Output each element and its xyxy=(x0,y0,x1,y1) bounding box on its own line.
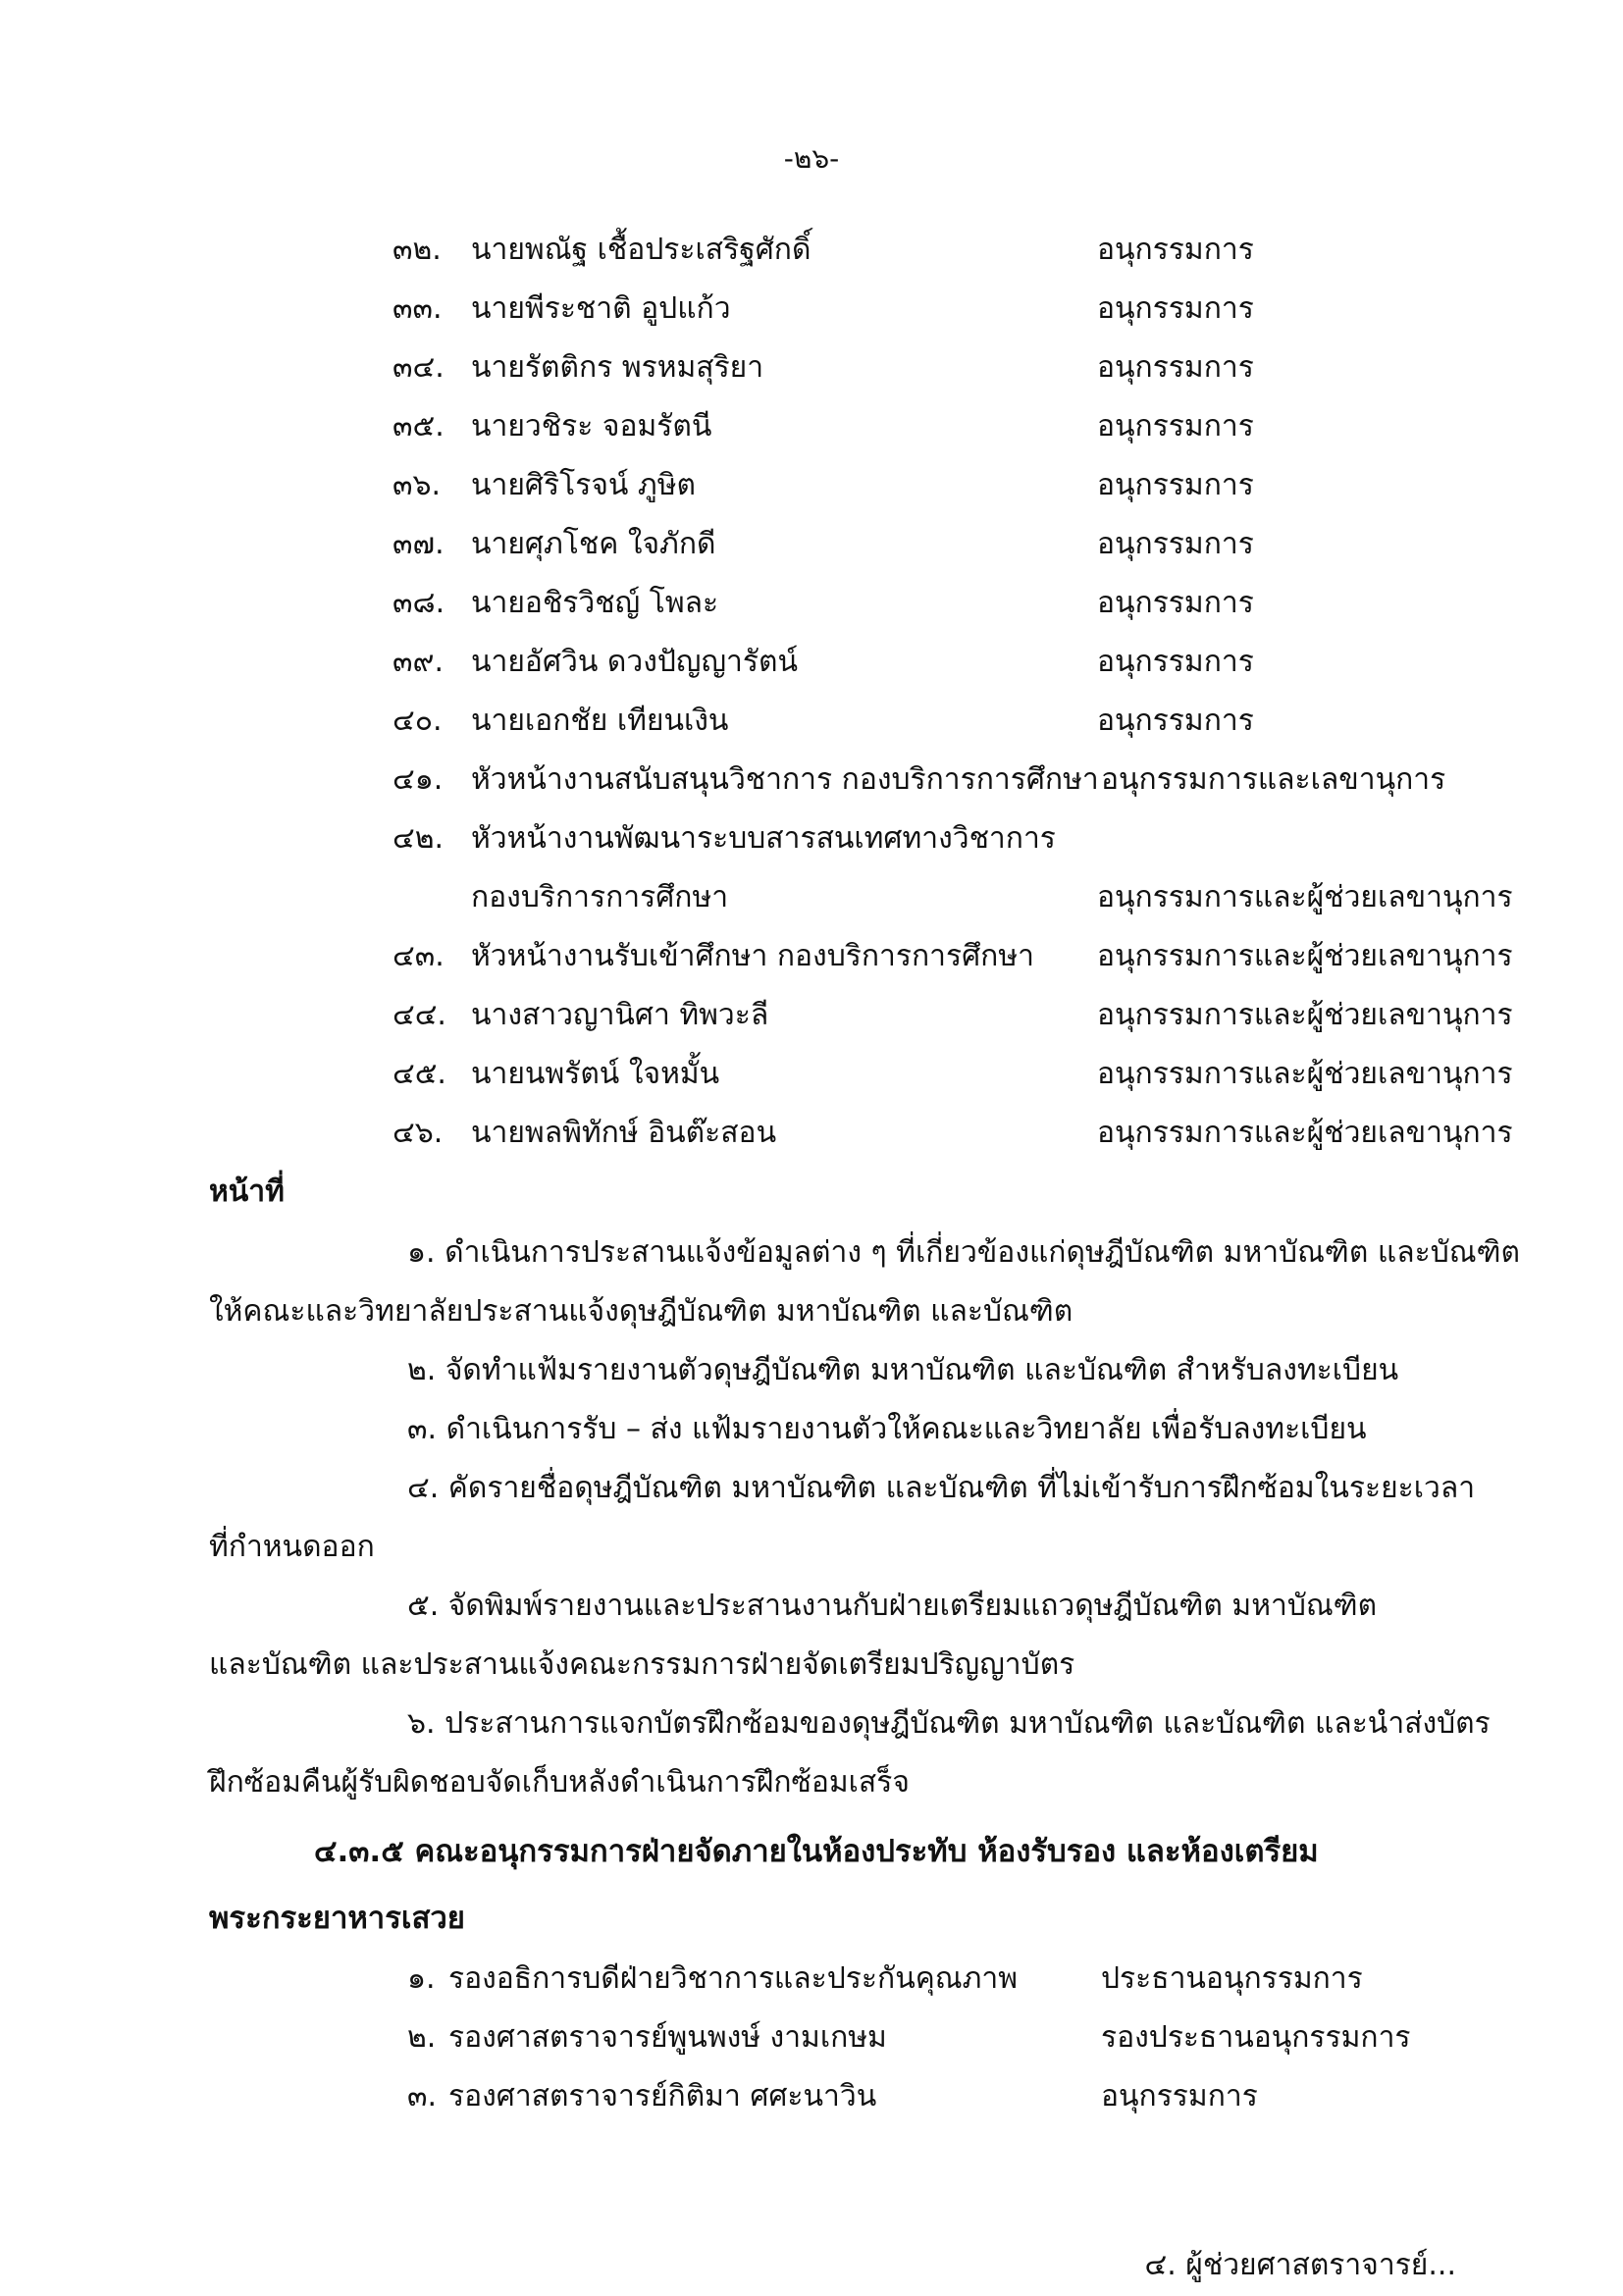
member-row: ๓๙. นายอัศวิน ดวงปัญญารัตน์ xyxy=(393,645,798,679)
duties-heading: หน้าที่ xyxy=(209,1174,285,1209)
member-row: ๔๒. หัวหน้างานพัฒนาระบบสารสนเทศทางวิชาการ xyxy=(393,821,1056,856)
member-row: ๔๐. นายเอกชัย เทียนเงิน xyxy=(393,704,729,738)
member-row: ๓๘. นายอชิรวิชญ์ โพละ xyxy=(393,586,719,620)
member-row: ๓๔. นายรัตติกร พรหมสุริยา xyxy=(393,350,764,385)
member-row-continuation: กองบริการการศึกษา xyxy=(471,880,729,914)
member-row: ๒. รองศาสตราจารย์พูนพงษ์ งามเกษม xyxy=(407,2020,887,2055)
member-role: อนุกรรมการ xyxy=(1097,586,1254,620)
section-title: ๔.๓.๕ คณะอนุกรรมการฝ่ายจัดภายในห้องประทับ ห้องรับรอง และห้องเตรียม xyxy=(314,1834,1319,1869)
duty-item: ๒. จัดทำแฟ้มรายงานตัวดุษฎีบัณฑิต มหาบัณฑิต และบัณฑิต สำหรับลงทะเบียน xyxy=(407,1353,1399,1387)
duty-item-continuation: ให้คณะและวิทยาลัยประสานแจ้งดุษฎีบัณฑิต มหาบัณฑิต และบัณฑิต xyxy=(209,1294,1073,1329)
member-role: อนุกรรมการและผู้ช่วยเลขานุการ xyxy=(1097,939,1513,973)
member-role: อนุกรรมการ xyxy=(1097,468,1254,502)
member-role: อนุกรรมการ xyxy=(1097,409,1254,444)
member-role: อนุกรรมการ xyxy=(1097,527,1254,561)
duty-item: ๕. จัดพิมพ์รายงานและประสานงานกับฝ่ายเตรียมแถวดุษฎีบัณฑิต มหาบัณฑิต xyxy=(407,1589,1378,1623)
member-row: ๔๑. หัวหน้างานสนับสนุนวิชาการ กองบริการการศึกษา xyxy=(393,762,1099,797)
continuation-footer: ๔. ผู้ช่วยศาสตราจารย์... xyxy=(1144,2248,1456,2282)
member-row: ๔๕. นายนพรัตน์ ใจหมั้น xyxy=(393,1057,720,1091)
member-role: อนุกรรมการและเลขานุการ xyxy=(1101,762,1446,797)
member-role: อนุกรรมการ xyxy=(1097,350,1254,385)
duty-item: ๑. ดำเนินการประสานแจ้งข้อมูลต่าง ๆ ที่เกี่ยวข้องแก่ดุษฎีบัณฑิต มหาบัณฑิต และบัณฑิต xyxy=(407,1235,1520,1270)
member-role: รองประธานอนุกรรมการ xyxy=(1101,2020,1411,2055)
member-role: อนุกรรมการ xyxy=(1097,704,1254,738)
member-role: อนุกรรมการและผู้ช่วยเลขานุการ xyxy=(1097,1116,1513,1150)
duty-item-continuation: และบัณฑิต และประสานแจ้งคณะกรรมการฝ่ายจัดเตรียมปริญญาบัตร xyxy=(209,1647,1075,1682)
page-number: -๒๖- xyxy=(783,142,840,175)
member-row: ๓๓. นายพีระชาติ อูปแก้ว xyxy=(393,291,731,326)
member-role: ประธานอนุกรรมการ xyxy=(1101,1961,1363,1996)
duty-item: ๖. ประสานการแจกบัตรฝึกซ้อมของดุษฎีบัณฑิต มหาบัณฑิต และบัณฑิต และนำส่งบัตร xyxy=(407,1706,1491,1741)
member-role: อนุกรรมการและผู้ช่วยเลขานุการ xyxy=(1097,998,1513,1032)
member-row: ๔๔. นางสาวญานิศา ทิพวะลี xyxy=(393,998,769,1032)
member-row: ๓๗. นายศุภโชค ใจภักดี xyxy=(393,527,716,561)
member-row: ๓๕. นายวชิระ จอมรัตนี xyxy=(393,409,712,444)
member-row: ๓๖. นายศิริโรจน์ ภูษิต xyxy=(393,468,696,502)
member-row: ๔๓. หัวหน้างานรับเข้าศึกษา กองบริการการศึกษา xyxy=(393,939,1034,973)
member-role: อนุกรรมการและผู้ช่วยเลขานุการ xyxy=(1097,1057,1513,1091)
member-role: อนุกรรมการและผู้ช่วยเลขานุการ xyxy=(1097,880,1513,914)
member-role: อนุกรรมการ xyxy=(1101,2079,1258,2113)
member-row: ๔๖. นายพลพิทักษ์ อินต๊ะสอน xyxy=(393,1116,777,1150)
member-row: ๓. รองศาสตราจารย์กิติมา ศศะนาวิน xyxy=(407,2079,877,2113)
duty-item: ๓. ดำเนินการรับ – ส่ง แฟ้มรายงานตัวให้คณะและวิทยาลัย เพื่อรับลงทะเบียน xyxy=(407,1412,1367,1446)
member-role: อนุกรรมการ xyxy=(1097,645,1254,679)
member-role: อนุกรรมการ xyxy=(1097,233,1254,267)
member-row: ๑. รองอธิการบดีฝ่ายวิชาการและประกันคุณภาพ xyxy=(407,1961,1019,1996)
member-role: อนุกรรมการ xyxy=(1097,291,1254,326)
duty-item: ๔. คัดรายชื่อดุษฎีบัณฑิต มหาบัณฑิต และบัณฑิต ที่ไม่เข้ารับการฝึกซ้อมในระยะเวลา xyxy=(407,1471,1476,1505)
member-row: ๓๒. นายพณัฐ เชื้อประเสริฐศักดิ์ xyxy=(393,233,812,267)
section-title-continuation: พระกระยาหารเสวย xyxy=(209,1901,465,1936)
duty-item-continuation: ฝึกซ้อมคืนผู้รับผิดชอบจัดเก็บหลังดำเนินการฝึกซ้อมเสร็จ xyxy=(209,1765,910,1800)
duty-item-continuation: ที่กำหนดออก xyxy=(209,1530,375,1564)
